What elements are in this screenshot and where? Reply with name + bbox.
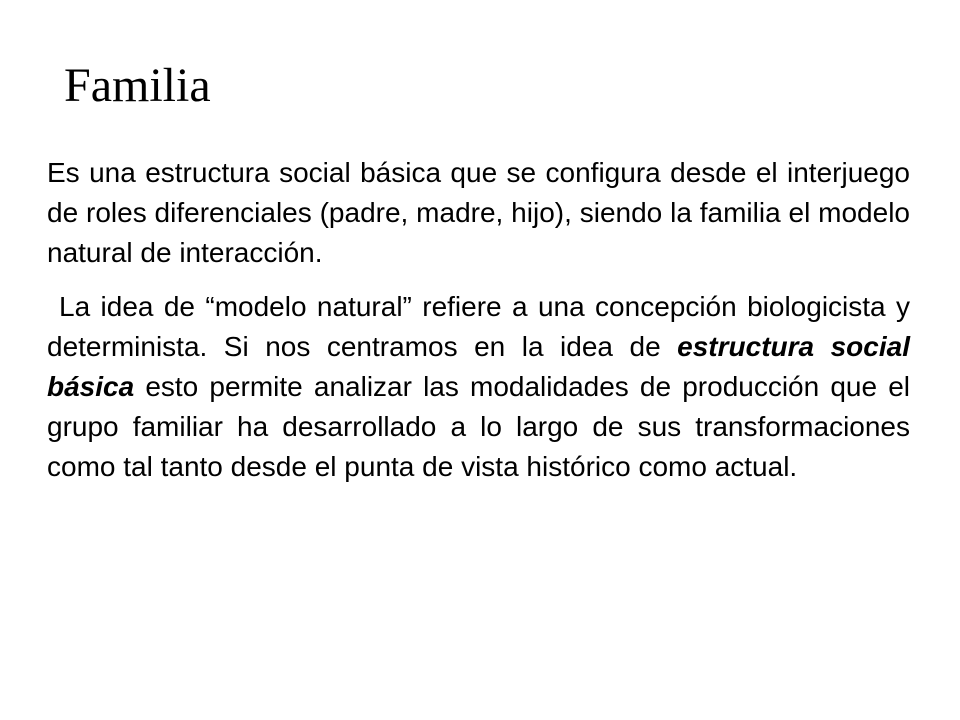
slide-title: Familia <box>64 59 211 112</box>
paragraph-analysis <box>47 287 910 487</box>
paragraph-analysis-rest: esto permite analizar las modalidades de producción que el grupo familiar ha desarrollado a lo largo de sus transformaciones como tal tanto desde el punta de vista histórico como actual. <box>47 371 910 482</box>
emphasized-phrase: estructura social básica <box>47 331 910 402</box>
slide-body <box>47 153 910 487</box>
paragraph-definition: Es una estructura social básica que se configura desde el interjuego de roles diferenciales (padre, madre, hijo), siendo la familia el modelo natural de interacción. <box>47 157 910 268</box>
paragraph-analysis-intro: La idea de “modelo natural” refiere a una concepción biologicista y determinista. Si nos centramos en la idea de <box>47 291 910 362</box>
